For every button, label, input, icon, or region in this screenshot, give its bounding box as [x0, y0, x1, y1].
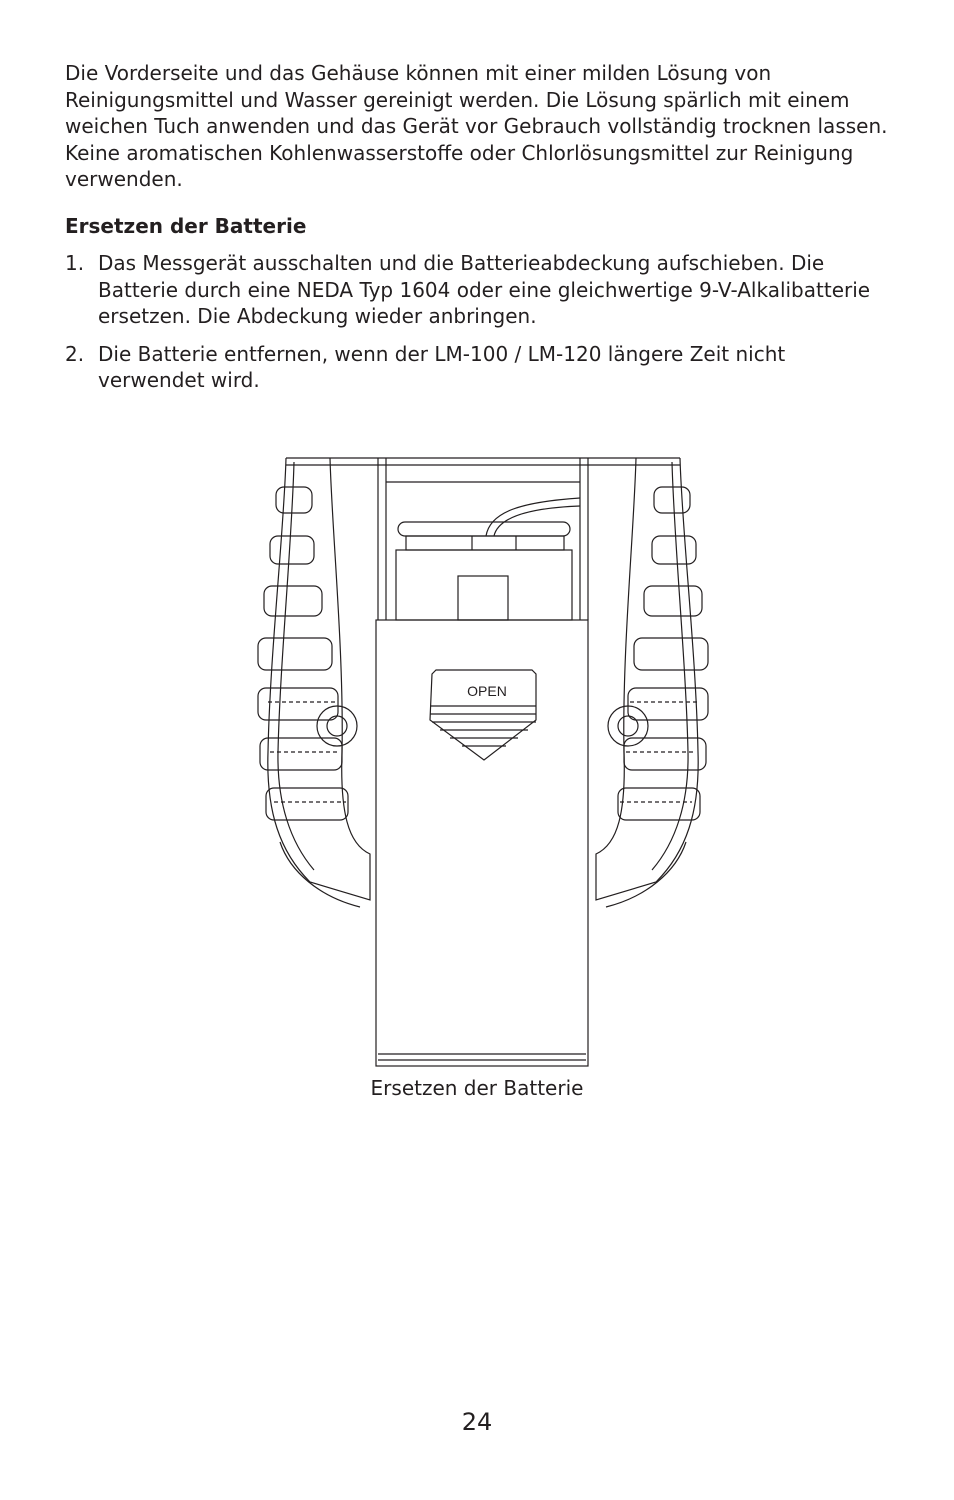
figure-caption: Ersetzen der Batterie	[370, 1076, 584, 1100]
battery-replacement-illustration	[250, 452, 710, 1072]
step-number: 2.	[65, 341, 85, 366]
battery	[396, 498, 580, 620]
intro-paragraph: Die Vorderseite und das Gehäuse können mit einer milden Lösung von Reinigungsmittel und Wasser gereinigt werden. Die Lösung spärlich mit einem weichen Tuch anwenden und das Gerät vor Gebrauch vollständig trocknen lassen. Keine aromatischen Kohlenwasserstoffe oder Chlorlösungsmittel zur Reinigung verwenden.	[65, 61, 888, 191]
step-text: Die Batterie entfernen, wenn der LM-100 / LM-120 längere Zeit nicht verwendet wird.	[98, 341, 786, 392]
step-item	[65, 341, 895, 394]
step-text: Das Messgerät ausschalten und die Batterieabdeckung aufschieben. Die Batterie durch eine NEDA Typ 1604 oder eine gleichwertige 9-V-Alkalibatterie ersetzen. Die Abdeckung wieder anbringen.	[98, 251, 871, 328]
step-number: 1.	[65, 251, 85, 275]
open-label: OPEN	[467, 683, 507, 699]
page-number: 24	[461, 1408, 493, 1436]
steps-list	[65, 250, 895, 405]
battery-cover	[376, 620, 588, 1066]
right-holster-strap	[596, 458, 708, 907]
section-heading: Ersetzen der Batterie	[65, 214, 307, 238]
left-holster-strap	[258, 458, 370, 907]
step-item	[65, 250, 895, 330]
